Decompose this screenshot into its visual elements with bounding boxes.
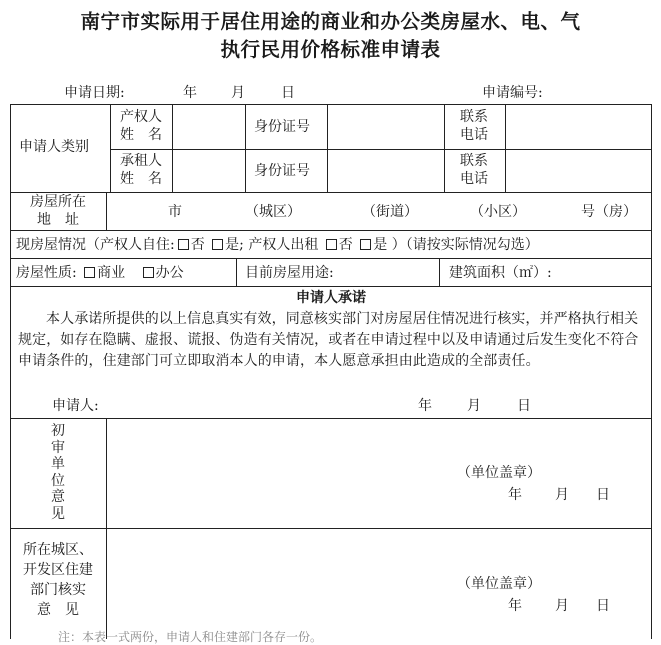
district-review-year-label: 年 — [508, 598, 522, 614]
footer-note: 注：本表一式两份，申请人和住建部门各存一份。 — [58, 630, 323, 644]
owner-id-field[interactable] — [328, 105, 443, 148]
rented-no-label: 否 — [338, 237, 353, 253]
office-label: 办公 — [155, 265, 184, 281]
application-date-label: 申请日期: — [64, 85, 125, 101]
property-nature-label: 房屋性质: — [16, 265, 77, 281]
address-city-label: 市 — [168, 204, 182, 220]
pledge-applicant-label: 申请人: — [52, 398, 99, 414]
tenant-name-label: 承租人 — [120, 153, 162, 169]
self-occupied-no-label: 否 — [190, 237, 205, 253]
application-number-label: 申请编号: — [482, 85, 543, 101]
district-review-day-label: 日 — [596, 598, 610, 614]
pledge-text: 本人承诺所提供的以上信息真实有效，同意核实部门对房屋居住情况进行核实，并严格执行相关规定，如存在隐瞒、虚报、谎报、伪造有关情况，或者在申请过程中以及申请通过后发生变化不符合申请条件的，住建部门可立即取消本人的申请，本人愿意承担由此造成的全部责任。 — [18, 311, 639, 369]
initial-review-label: 初审单位意见 — [51, 423, 65, 522]
district-review-month-label: 月 — [555, 598, 569, 614]
initial-review-year-label: 年 — [508, 487, 522, 503]
tenant-id-label: 身份证号 — [254, 163, 310, 179]
floor-area-field[interactable] — [575, 259, 651, 285]
district-review-label-2: 开发区住建 — [23, 562, 93, 578]
pledge-month-label: 月 — [467, 398, 481, 414]
form-title-line-2: 执行民用价格标准申请表 — [220, 38, 441, 61]
date-month-label: 月 — [231, 85, 245, 101]
pledge-year-label: 年 — [418, 398, 432, 414]
tenant-id-field[interactable] — [328, 150, 443, 191]
commercial-label: 商业 — [97, 265, 126, 281]
tenant-name-label-2: 姓 名 — [120, 171, 162, 187]
address-room-label: 号（房） — [581, 204, 637, 220]
housing-status-row — [16, 236, 539, 254]
initial-review-month-label: 月 — [555, 487, 569, 503]
address-district-label: （城区） — [245, 204, 301, 220]
address-street-label: （街道） — [362, 204, 418, 220]
commercial-checkbox[interactable] — [84, 267, 95, 278]
owner-id-label: 身份证号 — [254, 119, 310, 135]
rented-no-checkbox[interactable] — [326, 239, 337, 250]
property-nature-row — [16, 264, 184, 282]
address-community-label: （小区） — [470, 204, 526, 220]
tenant-phone-label-2: 电话 — [460, 171, 488, 187]
address-label-2: 地 址 — [37, 212, 79, 228]
owner-phone-field[interactable] — [506, 105, 651, 148]
current-use-field[interactable] — [355, 259, 438, 285]
owner-phone-label: 联系 — [460, 109, 488, 125]
district-review-label-4: 意 见 — [37, 602, 79, 618]
district-review-label-3: 部门核实 — [30, 582, 86, 598]
rented-yes-label: 是 — [373, 237, 388, 253]
pledge-signature-field[interactable] — [110, 394, 400, 416]
owner-phone-label-2: 电话 — [460, 127, 488, 143]
owner-name-label-2: 姓 名 — [120, 127, 162, 143]
date-year-label: 年 — [183, 85, 197, 101]
self-occupied-yes-label: 是; — [225, 237, 244, 253]
initial-review-day-label: 日 — [596, 487, 610, 503]
initial-review-seal-label: （单位盖章） — [457, 465, 541, 481]
tenant-phone-field[interactable] — [506, 150, 651, 191]
district-review-label: 所在城区、 — [23, 542, 93, 558]
applicant-category-label: 申请人类别 — [19, 139, 89, 155]
owner-name-field[interactable] — [173, 105, 244, 148]
district-review-seal-label: （单位盖章） — [457, 576, 541, 592]
initial-review-opinion-field[interactable] — [107, 419, 651, 527]
owner-name-label: 产权人 — [120, 109, 162, 125]
pledge-title: 申请人承诺 — [296, 290, 366, 306]
housing-status-label: 现房屋情况（产权人自住: — [16, 237, 175, 253]
rented-yes-checkbox[interactable] — [360, 239, 371, 250]
floor-area-label: 建筑面积（㎡）: — [449, 265, 552, 281]
address-label: 房屋所在 — [30, 194, 86, 210]
self-occupied-no-checkbox[interactable] — [178, 239, 189, 250]
self-occupied-yes-checkbox[interactable] — [212, 239, 223, 250]
housing-status-note: ）（请按实际情况勾选） — [391, 237, 539, 253]
office-checkbox[interactable] — [143, 267, 154, 278]
district-review-opinion-field[interactable] — [107, 529, 651, 627]
date-day-label: 日 — [281, 85, 295, 101]
form-title-line-1: 南宁市实际用于居住用途的商业和办公类房屋水、电、气 — [80, 10, 581, 33]
tenant-phone-label: 联系 — [460, 153, 488, 169]
pledge-day-label: 日 — [517, 398, 531, 414]
tenant-name-field[interactable] — [173, 150, 244, 191]
current-use-label: 目前房屋用途: — [245, 265, 334, 281]
owner-rent-label: 产权人出租 — [248, 237, 319, 253]
